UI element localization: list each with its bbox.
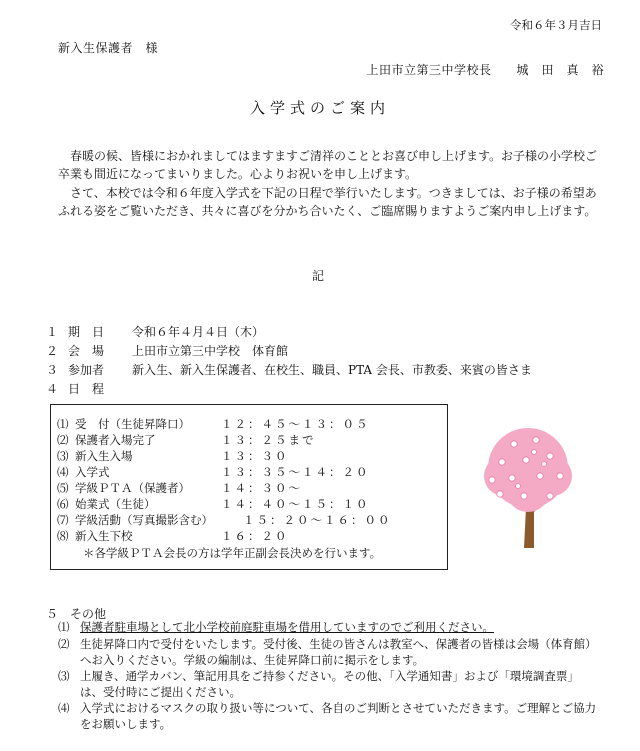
note-number: ⑴ <box>58 620 70 634</box>
schedule-label: 学級活動（写真撮影含む） <box>75 513 213 527</box>
greeting-paragraph: 春暖の候、皆様におかれましてはますますご清祥のこととお喜び申し上げます。お子様の小学校ご卒業も間近になってまいりました。心よりお祝いを申し上げます。 <box>58 149 598 181</box>
note-number: ⑵ <box>58 637 70 651</box>
schedule-row <box>57 480 302 496</box>
sender-line: 上田市立第三中学校長 城 田 真 裕 <box>366 63 604 77</box>
schedule-row <box>57 528 289 544</box>
item-value: 令和６年４月４日（木） <box>132 325 265 339</box>
schedule-row <box>57 464 370 480</box>
schedule-time: １３：２５まで <box>221 433 316 447</box>
schedule-time: １２：４５～１３：０５ <box>221 417 370 431</box>
note-item <box>58 636 598 668</box>
ki-heading: 記 <box>312 269 325 283</box>
item-label: 期 日 <box>68 325 105 339</box>
item-label: 日 程 <box>68 382 105 396</box>
announcement-paragraph: さて、本校では令和６年度入学式を下記の日程で挙行いたします。つきましては、お子様の希望あふれる姿をご覧いただき、共々に喜びを分かち合いたく、ご臨席賜りますようご案内申し上げます。 <box>58 186 597 218</box>
schedule-number: ⑹ <box>57 497 69 511</box>
schedule-label: 新入生入場 <box>75 449 133 463</box>
note-text: 生徒昇降口内で受付をいたします。受付後、生徒の皆さんは教室へ、保護者の皆様は会場（体育館）へお入りください。学級の編制は、生徒昇降口前に掲示をします。 <box>80 637 597 667</box>
item-number: ２ <box>46 344 59 358</box>
schedule-time: １３：３０ <box>221 449 289 463</box>
schedule-number: ⑴ <box>57 417 69 431</box>
note-text: 上履き、通学カバン、筆記用具をご持参ください。その他、「入学通知書」および「環境調査票」は、受付時にご提出ください。 <box>80 669 579 699</box>
schedule-note: ＊各学級ＰＴＡ会長の方は学年正副会長決めを行います。 <box>83 546 382 560</box>
schedule-box <box>50 404 448 570</box>
schedule-row <box>57 432 316 448</box>
note-number: ⑷ <box>58 701 70 715</box>
item-schedule <box>46 380 132 398</box>
recipient-line: 新入生保護者 様 <box>58 41 159 55</box>
item-label: 参加者 <box>68 363 105 377</box>
schedule-number: ⑸ <box>57 481 69 495</box>
note-item <box>58 700 598 732</box>
item-participants <box>46 361 532 379</box>
item-number: ３ <box>46 363 59 377</box>
note-number: ⑶ <box>58 669 70 683</box>
document-title: 入学式のご案内 <box>249 99 390 117</box>
item-date <box>46 323 264 341</box>
schedule-time: １３：３５～１４：２０ <box>221 465 370 479</box>
schedule-number: ⑵ <box>57 433 69 447</box>
schedule-row <box>57 416 370 432</box>
schedule-number: ⑷ <box>57 465 69 479</box>
item-label: 会 場 <box>68 344 105 358</box>
document-date: 令和６年３月吉日 <box>510 18 602 32</box>
schedule-row <box>57 496 370 512</box>
schedule-label: 受 付（生徒昇降口） <box>75 417 190 431</box>
note-text: 入学式におけるマスクの取り扱い等について、各自のご判断とさせていただきます。ご理解とご協力をお願いします。 <box>80 701 597 731</box>
note-item <box>58 619 598 635</box>
schedule-time: １４：４０～１５：１０ <box>221 497 370 511</box>
schedule-number: ⑶ <box>57 449 69 463</box>
schedule-time: １４：３０～ <box>221 481 302 495</box>
schedule-time: １６：２０ <box>221 529 289 543</box>
item-value: 新入生、新入生保護者、在校生、職員、PTA 会長、市教委、来賓の皆さま <box>132 363 532 377</box>
note-item <box>58 668 598 700</box>
cherry-blossom-tree-illustration <box>478 420 578 550</box>
schedule-number: ⑺ <box>57 513 69 527</box>
item-value: 上田市立第三中学校 体育館 <box>132 344 289 358</box>
schedule-label: 学級ＰＴＡ（保護者） <box>75 481 190 495</box>
tree-canopy <box>484 428 572 512</box>
schedule-row <box>57 512 392 528</box>
item-number: １ <box>46 325 59 339</box>
item-number: ４ <box>46 382 59 396</box>
schedule-label: 始業式（生徒） <box>75 497 156 511</box>
note-text: 保護者駐車場として北小学校前庭駐車場を借用していますのでご利用ください。 <box>80 620 494 634</box>
schedule-label: 新入生下校 <box>75 529 133 543</box>
schedule-time: １５：２０～１６：００ <box>243 513 392 527</box>
item-venue <box>46 342 288 360</box>
schedule-row <box>57 448 289 464</box>
section5-title: ５ その他 <box>46 607 107 621</box>
schedule-number: ⑻ <box>57 529 69 543</box>
schedule-label: 保護者入場完了 <box>75 433 156 447</box>
schedule-label: 入学式 <box>75 465 110 479</box>
